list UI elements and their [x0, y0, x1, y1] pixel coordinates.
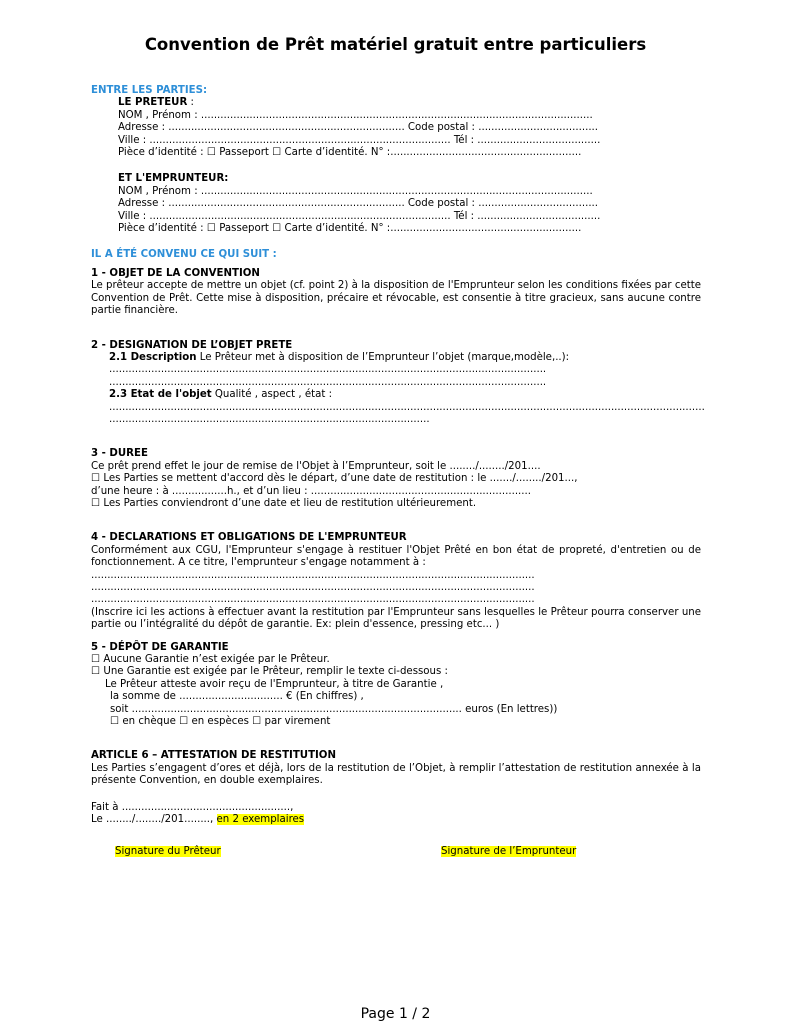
signature-emprunteur [441, 846, 576, 858]
date-line [91, 814, 701, 826]
signature-preteur-label: Signature du Prêteur [115, 846, 221, 857]
garantie-somme: la somme de ................................ € (En chiffres) , [110, 691, 364, 703]
etat-text: Qualité , aspect , état : [211, 389, 333, 401]
etat-label: 2.3 Etat de l'objet [109, 389, 212, 401]
obligations-dots-3: ......................................................................................................................................... [91, 594, 535, 606]
document-title: Convention de Prêt matériel gratuit entre particuliers [144, 35, 647, 54]
exemplaires-highlight: en 2 exemplaires [216, 814, 305, 826]
garantie-option-none: ☐ Aucune Garantie n’est exigée par le Prêteur. [91, 654, 330, 666]
emprunteur-piece-field: Pièce d’identité : ☐ Passeport ☐ Carte d’identité. N° :........................................................... [118, 223, 582, 235]
document-body [91, 85, 705, 827]
description-line [91, 352, 701, 364]
section1-text: Le prêteur accepte de mettre un objet (cf. point 2) à la disposition de l'Emprunteur selon les conditions fixées par cette Convention de Prêt. Cette mise à disposition, précaire et révocable, est consentie à titre gracieux, sans aucune contre partie financière. [91, 280, 701, 317]
description-label: 2.1 Description [109, 351, 197, 363]
garantie-soit: soit ...................................................................................................... euros (En lettres)) [110, 703, 558, 715]
preteur-adresse-field: Adresse : ......................................................................... Code postal : ..................................... [118, 122, 599, 134]
article6-heading: ARTICLE 6 – ATTESTATION DE RESTITUTION [91, 750, 336, 762]
preteur-label: LE PRETEUR [118, 97, 188, 109]
fait-a-line: Fait à ...................................................., [91, 801, 294, 813]
preteur-label-suffix: : [187, 97, 194, 109]
convenu-heading: IL A ÉTÉ CONVENU CE QUI SUIT : [91, 249, 277, 261]
duree-line-3: d’une heure : à .................h., et d’un lieu : .................................................................... [91, 485, 532, 497]
description-dots-2: ....................................................................................................................................... [109, 376, 547, 388]
parties-heading: ENTRE LES PARTIES: [91, 85, 208, 96]
etat-dots-1: ........................................................................................................................................................................................ [109, 401, 705, 413]
section1-heading: 1 - OBJET DE LA CONVENTION [91, 267, 260, 279]
description-dots-1: ....................................................................................................................................... [109, 364, 547, 376]
duree-line-2: ☐ Les Parties se mettent d'accord dès le départ, d’une date de restitution : le ......./......../201..., [91, 473, 578, 485]
section4-text: Conformément aux CGU, l'Emprunteur s'engage à restituer l'Objet Prêté en bon état de propreté, d'entretien ou de fonctionnement. A ce titre, l'emprunteur s'engage notamment à : [91, 544, 701, 569]
date-text: Le ......../......../201........, [91, 814, 217, 826]
preteur-piece-field: Pièce d’identité : ☐ Passeport ☐ Carte d’identité. N° :........................................................... [118, 147, 582, 159]
preteur-label-line [91, 97, 701, 109]
emprunteur-nom-field: NOM , Prénom : ......................................................................................................................... [118, 185, 593, 197]
page-number: Page 1 / 2 [360, 1006, 431, 1022]
garantie-payment-options: ☐ en chèque ☐ en espèces ☐ par virement [110, 716, 331, 728]
garantie-option-required: ☐ Une Garantie est exigée par le Prêteur, remplir le texte ci-dessous : [91, 666, 448, 678]
signature-preteur [115, 846, 221, 858]
article6-text: Les Parties s’engagent d’ores et déjà, lors de la restitution de l’Objet, à remplir l’attestation de restitution annexée à la présente Convention, en double exemplaires. [91, 762, 701, 787]
section3-heading: 3 - DUREE [91, 448, 148, 460]
section4-heading: 4 - DECLARATIONS ET OBLIGATIONS DE L'EMPRUNTEUR [91, 532, 407, 544]
emprunteur-label: ET L'EMPRUNTEUR: [118, 173, 229, 185]
section5-heading: 5 - DÉPÔT DE GARANTIE [91, 641, 229, 653]
garantie-atteste: Le Prêteur atteste avoir reçu de l'Emprunteur, à titre de Garantie , [105, 678, 444, 690]
preteur-nom-field: NOM , Prénom : ......................................................................................................................... [118, 109, 593, 121]
duree-line-4: ☐ Les Parties conviendront d’une date et lieu de restitution ultérieurement. [91, 497, 477, 509]
section2-heading: 2 - DESIGNATION DE L’OBJET PRETE [91, 339, 293, 351]
obligations-dots-1: ......................................................................................................................................... [91, 569, 535, 581]
preteur-ville-field: Ville : ............................................................................................. Tél : ...................................... [118, 134, 601, 146]
description-text: Le Prêteur met à disposition de l’Emprunteur l’objet (marque,modèle,..): [196, 351, 570, 363]
emprunteur-ville-field: Ville : ............................................................................................. Tél : ...................................... [118, 210, 601, 222]
obligations-dots-2: ......................................................................................................................................... [91, 582, 535, 593]
section4-note: (Inscrire ici les actions à effectuer avant la restitution par l'Emprunteur sans lesquelles le Prêteur pourra conserver une partie ou l’intégralité du dépôt de garantie. Ex: plein d'essence, pressing etc... ) [91, 606, 701, 631]
signature-emprunteur-label: Signature de l’Emprunteur [441, 846, 577, 857]
duree-line-1: Ce prêt prend effet le jour de remise de l'Objet à l’Emprunteur, soit le ......../......../201.... [91, 460, 541, 472]
emprunteur-adresse-field: Adresse : ......................................................................... Code postal : ..................................... [118, 198, 599, 210]
etat-dots-2: ................................................................................................... [109, 413, 430, 425]
etat-line [91, 389, 701, 401]
